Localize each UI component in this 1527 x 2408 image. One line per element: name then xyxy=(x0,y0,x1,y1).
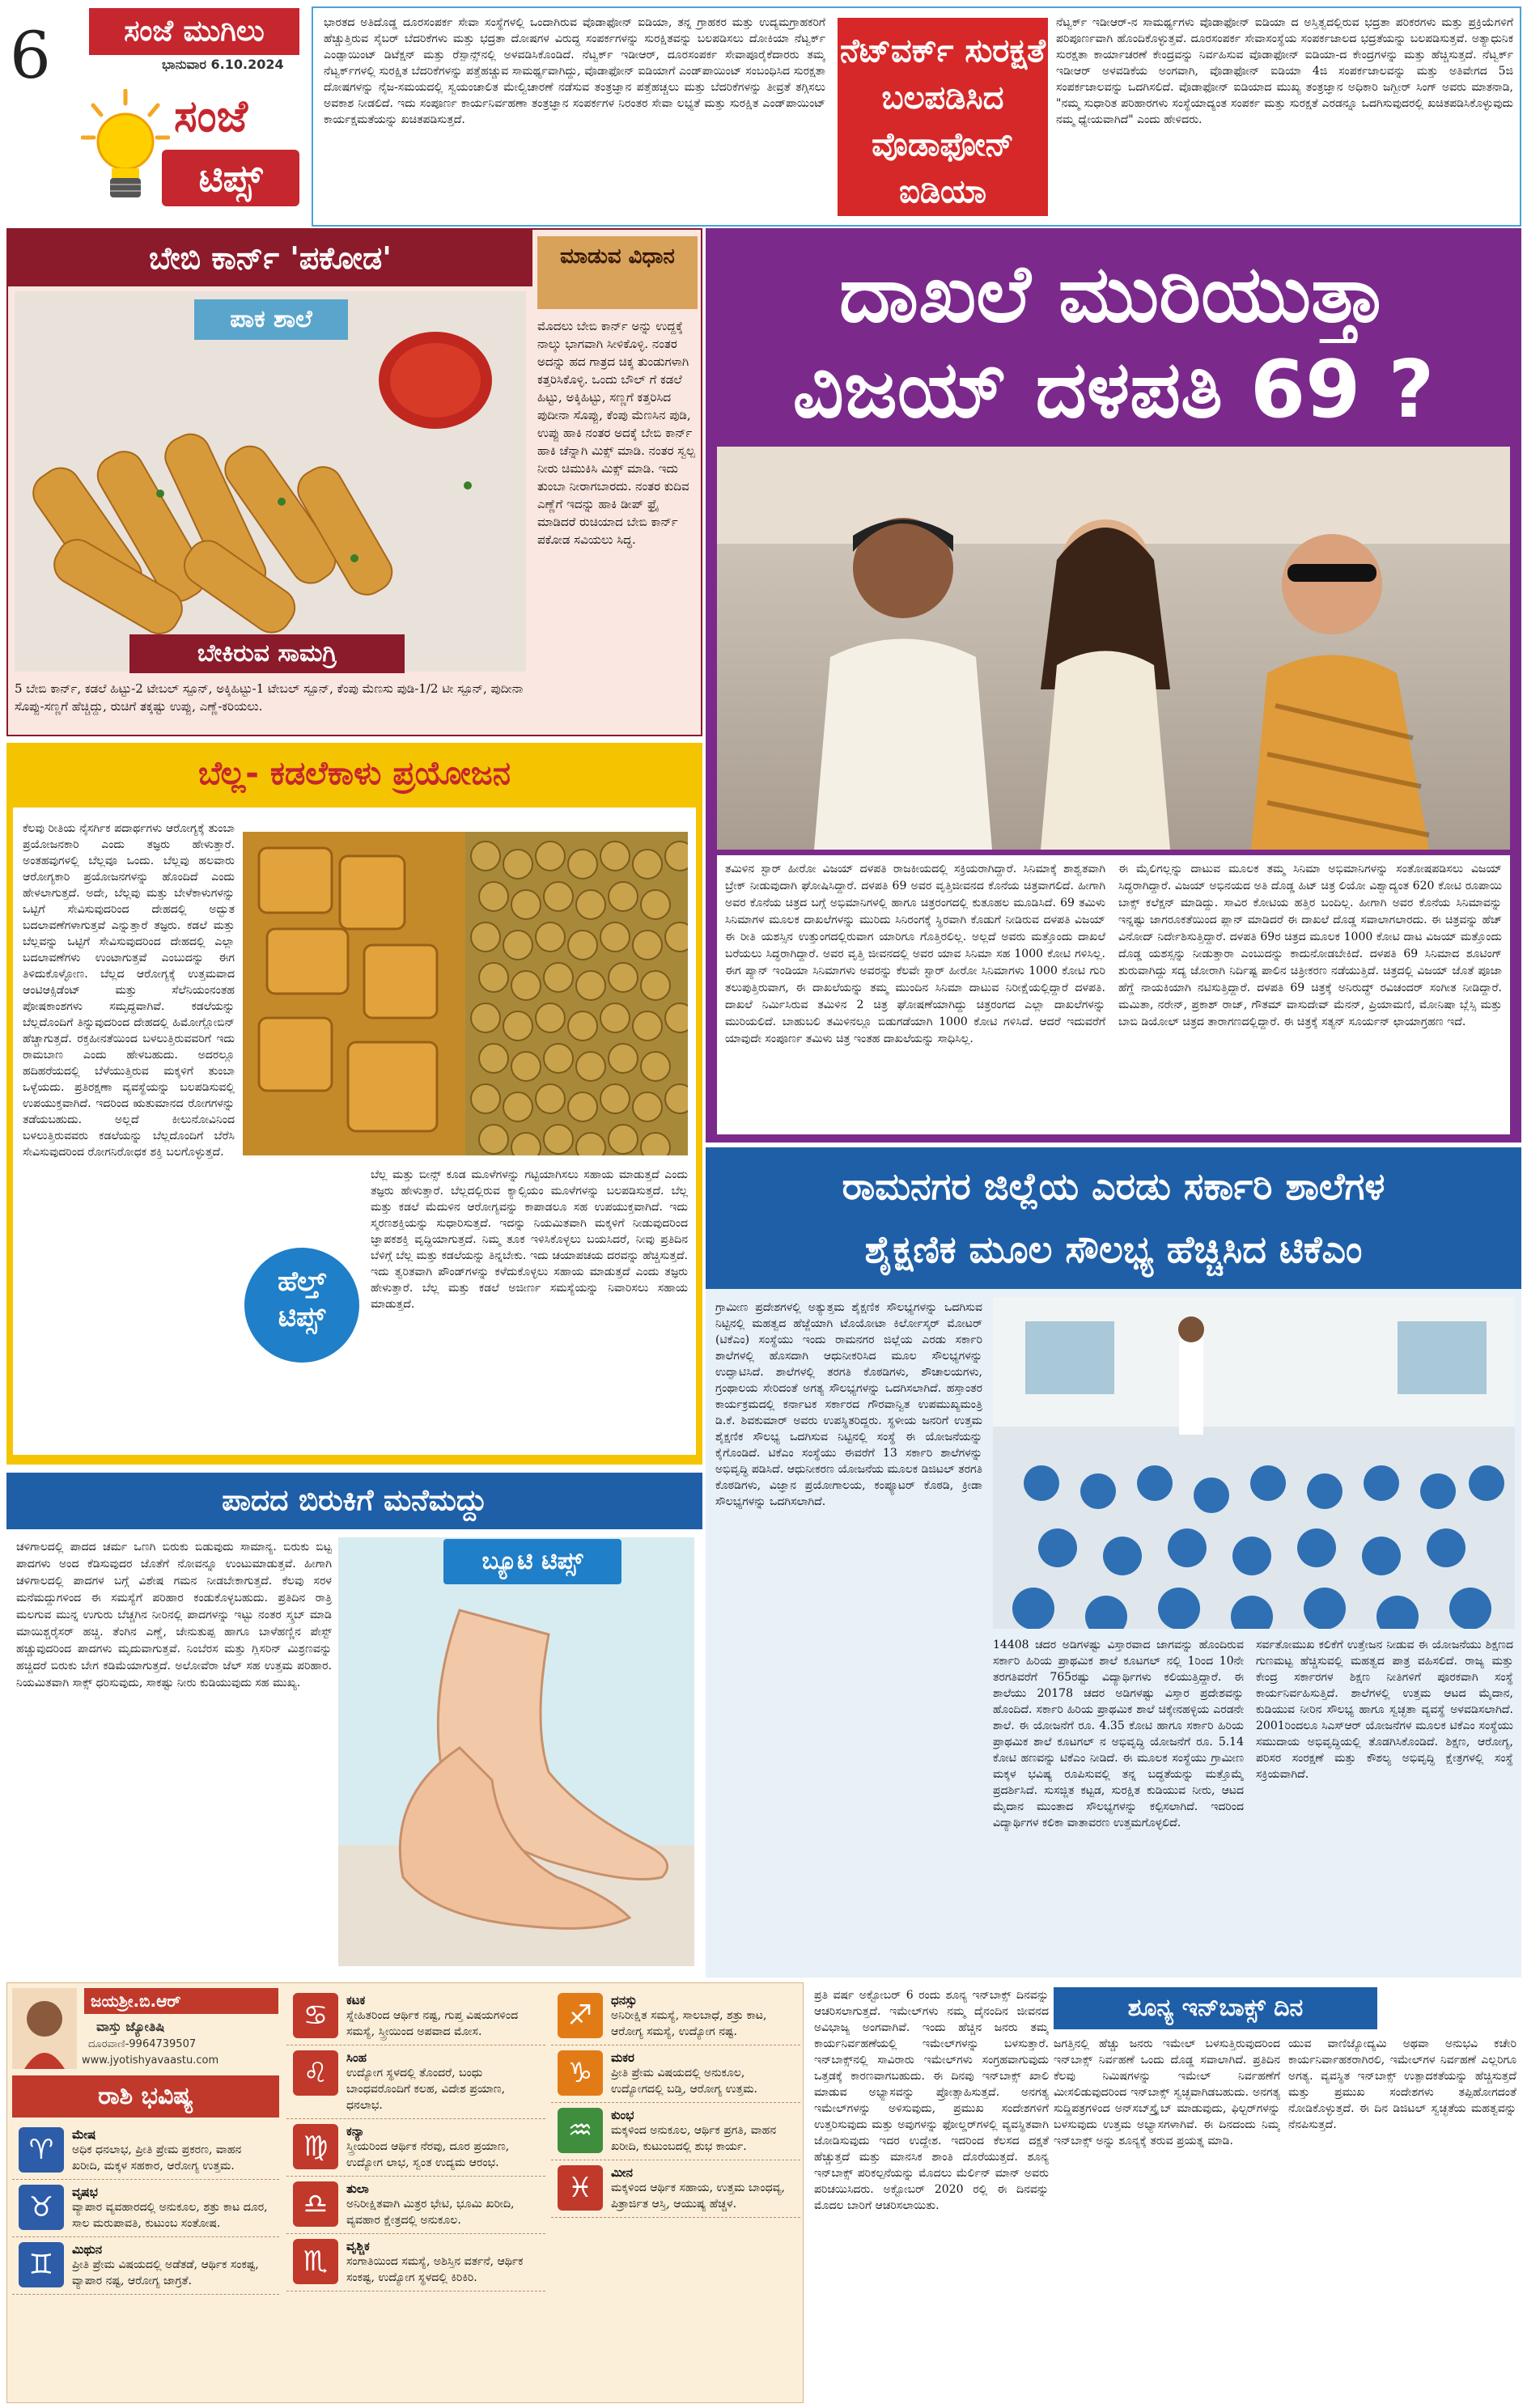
zodiac-column-1 xyxy=(12,2122,279,2402)
pakoda-photo xyxy=(15,291,526,672)
ingredients-label: ಬೇಕಿರುವ ಸಾಮಗ್ರಿ xyxy=(129,634,405,673)
jaggery-text-col1: ಕೆಲವು ರೀತಿಯ ನೈಸರ್ಗಿಕ ಪದಾರ್ಥಗಳು ಆರೋಗ್ಯಕ್ಕೆ ತುಂಬಾ ಪ್ರಯೋಜನಕಾರಿ ಎಂದು ತಜ್ಞರು ಹೇಳುತ್ತಾರೆ. ಅಂತಹವುಗಳಲ್ಲಿ ಬೆಲ್ಲವೂ ಒಂದು. ಬೆಲ್ಲವು ಹಲವಾರು ಆರೋಗ್ಯಕಾರಿ ಪ್ರಯೋಜನಗಳನ್ನು ಹೊಂದಿದೆ ಎಂದು ಹೇಳಲಾಗುತ್ತದೆ. ಅದೇ, ಬೆಲ್ಲವು ಮತ್ತು ಬೇಳೆಕಾಳುಗಳನ್ನು ಒಟ್ಟಿಗೆ ಸೇವಿಸುವುದರಿಂದ ದೇಹದಲ್ಲಿ ಅದ್ಭುತ ಬದಲಾವಣೆಗಳಾಗುತ್ತವೆ ಎನ್ನುತ್ತಾರೆ ತಜ್ಞರು. ಕಡಲೆ ಮತ್ತು ಬೆಲ್ಲವನ್ನು ಒಟ್ಟಿಗೆ ಸೇವಿಸುವುದರಿಂದ ದೇಹದಲ್ಲಿ ಎಲ್ಲಾ ಬದಲಾವಣೆಗಳು ಉಂಟಾಗುತ್ತವೆ ಎಂಬುದನ್ನು ಈಗ ತಿಳಿದುಕೊಳ್ಳೋಣ. ಬೆಲ್ಲದ ಆರೋಗ್ಯಕ್ಕೆ ಉತ್ತಮವಾದ ಆಂಟಿಆಕ್ಸಿಡೆಂಟ್ ಮತ್ತು ಸೆಲೆನಿಯಂನಂತಹ ಪೋಷಕಾಂಶಗಳು ಸಮೃದ್ಧವಾಗಿವೆ. ಕಡಲೆಯನ್ನು ಬೆಲ್ಲದೊಂದಿಗೆ ತಿನ್ನುವುದರಿಂದ ದೇಹದಲ್ಲಿ ಹಿಮೋಗ್ಲೋಬಿನ್ ಹೆಚ್ಚಾಗುತ್ತದೆ. ರಕ್ತಹೀನತೆಯಿಂದ ಬಳಲುತ್ತಿರುವವರಿಗೆ ಇದು ರಾಮಬಾಣ ಎಂದು ಹೇಳಬಹುದು. ಅದರಲ್ಲೂ ಹದಿಹರೆಯದಲ್ಲಿ ಬೆಳೆಯುತ್ತಿರುವ ಮಕ್ಕಳಿಗೆ ತುಂಬಾ ಒಳ್ಳೆಯದು. ಪ್ರತಿರಕ್ಷಣಾ ವ್ಯವಸ್ಥೆಯನ್ನು ಬಲಪಡಿಸುವಲ್ಲಿ ಉಪಯುಕ್ತವಾಗಿದೆ. ಇದರಿಂದ ಋತುಮಾನದ ರೋಗಗಳನ್ನು ತಡೆಯಬಹುದು. ಅಲ್ಲದೆ ಕೀಲುನೋವಿನಿಂದ ಬಳಲುತ್ತಿರುವವರು ಕಡಲೆಯನ್ನು ಬೆಲ್ಲದೊಂದಿಗೆ ಬೆರೆಸಿ ಸೇವಿಸುವುದರಿಂದ ರೋಗನಿರೋಧಕ ಶಕ್ತಿ ಬಲಗೊಳ್ಳುತ್ತದೆ. xyxy=(23,822,235,1159)
zodiac-name: ಸಿಂಹ xyxy=(346,2050,367,2065)
zodiac-prediction: ಪ್ರೀತಿ ಪ್ರೇಮ ವಿಷಯದಲ್ಲಿ ಅನುಕೂಲ, ಉದ್ಯೋಗದಲ್ಲಿ ಬಡ್ತಿ, ಆರೋಗ್ಯ ಉತ್ತಮ. xyxy=(611,2067,757,2096)
school-section xyxy=(706,1147,1521,1978)
health-tips-badge-top: ಹೆಲ್ತ್ xyxy=(278,1265,326,1298)
zodiac-body xyxy=(611,2050,794,2097)
zodiac-name: ಕುಂಭ xyxy=(611,2108,634,2122)
lion-icon: ♌ xyxy=(293,2050,338,2096)
lightbulb-icon xyxy=(81,89,170,210)
method-text: ಮೊದಲು ಬೇಬಿ ಕಾರ್ನ್ ಅನ್ನು ಉದ್ದಕ್ಕೆ ನಾಲ್ಕು ಭಾಗವಾಗಿ ಸೀಳಿಕೊಳ್ಳಿ. ನಂತರ ಅದನ್ನು ಹದ ಗಾತ್ರದ ಚಿಕ್ಕ ತುಂಡುಗಳಾಗಿ ಕತ್ತರಿಸಿಕೊಳ್ಳಿ. ಒಂದು ಬೌಲ್ ಗೆ ಕಡಲೆ ಹಿಟ್ಟು, ಅಕ್ಕಿಹಿಟ್ಟು, ಸಣ್ಣಗೆ ಕತ್ತರಿಸಿದ ಪುದೀನಾ ಸೊಪ್ಪು, ಕೆಂಪು ಮೆಣಸಿನ ಪುಡಿ, ಉಪ್ಪು ಹಾಕಿ ನಂತರ ಅದಕ್ಕೆ ಬೇಬಿ ಕಾರ್ನ್ ಹಾಕಿ ಚೆನ್ನಾಗಿ ಮಿಕ್ಸ್ ಮಾಡಿ. ನಂತರ ಸ್ವಲ್ಪ ನೀರು ಚಿಮುಕಿಸಿ ಮಿಕ್ಸ್ ಮಾಡಿ. ಇದು ತುಂಬಾ ನೀರಾಗಬಾರದು. ನಂತರ ಕುದಿವ ಎಣ್ಣೆಗೆ ಇದನ್ನು ಹಾಕಿ ಡೀಪ್ ಫ್ರೈ ಮಾಡಿದರೆ ರುಚಿಯಾದ ಬೇಬಿ ಕಾರ್ನ್ ಪಕೋಡ ಸವಿಯಲು ಸಿದ್ಧ. xyxy=(537,319,695,547)
cinema-section xyxy=(706,228,1521,1143)
inbox-title: ಶೂನ್ಯ ಇನ್‌ಬಾಕ್ಸ್ ದಿನ xyxy=(1054,1987,1377,2029)
top-story-title: ನೆಟ್‌ವರ್ಕ್ ಸುರಕ್ಷತೆ ಬಲಪಡಿಸಿದ ವೊಡಾಫೋನ್ ಐಡಿಯಾ xyxy=(838,18,1048,216)
bull-icon: ♉ xyxy=(19,2185,64,2230)
masthead: ಸಂಜೆ ಮುಗಿಲು xyxy=(89,8,299,55)
zodiac-name: ಧನಸ್ಸು xyxy=(611,1993,638,2007)
zodiac-body xyxy=(611,2165,794,2212)
beauty-tips-badge: ಬ್ಯೂಟಿ ಟಿಪ್ಸ್ xyxy=(443,1539,621,1584)
jaggery-section xyxy=(6,743,702,1465)
scorpion-icon: ♏ xyxy=(293,2239,338,2284)
health-tips-badge xyxy=(241,1244,363,1366)
fish-icon: ♓ xyxy=(558,2165,603,2211)
zodiac-card xyxy=(551,2046,800,2103)
school-text-col2: 14408 ಚದರ ಅಡಿಗಳಷ್ಟು ವಿಸ್ತಾರವಾದ ಜಾಗವನ್ನು ಹೊಂದಿರುವ ಸರ್ಕಾರಿ ಹಿರಿಯ ಪ್ರಾಥಮಿಕ ಶಾಲೆ ಕೂಟಗಲ್ ನಲ್ಲಿ 1ರಿಂದ 10ನೇ ತರಗತಿವರೆಗೆ 765ರಷ್ಟು ವಿದ್ಯಾರ್ಥಿಗಳು ಕಲಿಯುತ್ತಿದ್ದಾರೆ. ಈ ಶಾಲೆಯು 20178 ಚದರ ಅಡಿಗಳಷ್ಟು ವಿಸ್ತಾರ ಪ್ರದೇಶವನ್ನು ಹೊಂದಿದೆ. ಸರ್ಕಾರಿ ಹಿರಿಯ ಪ್ರಾಥಮಿಕ ಶಾಲೆ ಚಿಕ್ಕೇನಹಳ್ಳಿಯ ಎರಡನೇ ಶಾಲೆ. ಈ ಯೋಜನೆಗೆ ರೂ. 4.35 ಕೋಟಿ ಹಾಗೂ ಸರ್ಕಾರಿ ಹಿರಿಯ ಪ್ರಾಥಮಿಕ ಶಾಲೆ ಕೂಟಗಲ್ ನ ಅಭಿವೃದ್ಧಿ ಯೋಜನೆಗೆ ರೂ. 5.14 ಕೋಟಿ ಹಣವನ್ನು ಟಿಕೆಎಂ ನೀಡಿದೆ. ಈ ಮೂಲಕ ಸಂಸ್ಥೆಯು ಗ್ರಾಮೀಣ ಮಕ್ಕಳ ಭವಿಷ್ಯ ರೂಪಿಸುವಲ್ಲಿ ತನ್ನ ಬದ್ಧತೆಯನ್ನು ಮತ್ತೊಮ್ಮೆ ಪ್ರದರ್ಶಿಸಿದೆ. ಸುಸಜ್ಜಿತ ಕಟ್ಟಡ, ಸುರಕ್ಷಿತ ಕುಡಿಯುವ ನೀರು, ಆಟದ ಮೈದಾನ ಮುಂತಾದ ಸೌಲಭ್ಯಗಳನ್ನು ಕಲ್ಪಿಸಲಾಗಿದೆ. ಇದರಿಂದ ವಿದ್ಯಾರ್ಥಿಗಳ ಕಲಿಕಾ ವಾತಾವರಣ ಉತ್ತಮಗೊಳ್ಳಲಿದೆ. xyxy=(993,1639,1244,1829)
section-title-bottom: ಟಿಪ್ಸ್ xyxy=(162,150,299,206)
zodiac-body xyxy=(346,1993,539,2040)
astrology-section-title: ರಾಶಿ ಭವಿಷ್ಯ xyxy=(12,2075,279,2118)
zodiac-card xyxy=(286,2046,545,2119)
cinema-text-col2: ಈ ಮೈಲಿಗಲ್ಲನ್ನು ದಾಟುವ ಮೂಲಕ ತಮ್ಮ ಸಿನಿಮಾ ಅಭಿಮಾನಿಗಳನ್ನು ಸಂತೋಷಪಡಿಸಲು ವಿಜಯ್ ಸಿದ್ಧರಾಗಿದ್ದಾರೆ. ವಿಜಯ್ ಅಭಿನಯದ ಅತಿ ದೊಡ್ಡ ಹಿಟ್ ಚಿತ್ರ ಲಿಯೋ ವಿಶ್ವಾದ್ಯಂತ 620 ಕೋಟಿ ರೂಪಾಯಿ ಬಾಕ್ಸ್ ಕಲೆಕ್ಷನ್ ಮಾಡಿದ್ದು. ಸಾವಿರ ಕೋಟಿಯ ಹತ್ತಿರ ಬಂದಿಲ್ಲ. ಹೀಗಾಗಿ ಅವರ ಕೊನೆಯ ಸಿನಿಮಾವನ್ನು ಇನ್ನಷ್ಟು ಜಾಗರೂಕತೆಯಿಂದ ಪ್ಲಾನ್ ಮಾಡಿದರೆ ಈ ದಾಖಲೆ ದೊಡ್ಡ ಸವಾಲಾಗಲಾರದು. ಈ ಚಿತ್ರವನ್ನು ಹೆಚ್ ವಿನೋದ್ ನಿರ್ದೇಶಿಸುತ್ತಿದ್ದಾರೆ. ದಳಪತಿ 69ರ ಚಿತ್ರದ ಮೂಲಕ 1000 ಕೋಟಿ ದಾಟ ವಿಜಯ್ ಮತ್ತೊಂದು ದೊಡ್ಡ ಯಶಸ್ಸನ್ನು ನೀಡುತ್ತಾರಾ ಎಂಬುದನ್ನು ಕಾದುನೋಡಬೇಕಿದೆ. ದಳಪತಿ 69 ಸಿನಿಮಾದ ಶೂಟಿಂಗ್ ಶುರುವಾಗಿದ್ದು ಸದ್ಯ ಜೋರಾಗಿ ನಿರ್ದಿಷ್ಟ ಪಾಲಿನ ಚಿತ್ರೀಕರಣ ನಡೆಯುತ್ತಿದೆ. ಚಿತ್ರದಲ್ಲಿ ವಿಜಯ್ ಜೊತೆ ಪೂಜಾ ಹೆಗ್ಡೆ ನಾಯಕಿಯಾಗಿ ನಟಿಸುತ್ತಿದ್ದಾರೆ. ದಳಪತಿ 69 ಚಿತ್ರಕ್ಕೆ ಅನಿರುದ್ಧ್ ರವಿಚಂದರ್ ಸಂಗೀತ ನೀಡಿದ್ದಾರೆ. ಮಮಿತಾ, ನರೇನ್, ಪ್ರಕಾಶ್ ರಾಜ್, ಗೌತಮ್ ವಾಸುದೇವ್ ಮೆನನ್, ಪ್ರಿಯಾಮಣಿ, ಮೋನಿಷಾ ಬ್ಲೆಸ್ಸಿ ಮತ್ತು ಬಾಬಿ ಡಿಯೋಲ್ ಚಿತ್ರದ ತಾರಾಗಣದಲ್ಲಿದ್ದಾರೆ. ಈ ಚಿತ್ರಕ್ಕೆ ಸತ್ಯನ್ ಸೂರ್ಯನ್ ಛಾಯಾಗ್ರಹಣ ಇದೆ. xyxy=(1118,863,1502,1028)
archer-icon: ♐ xyxy=(558,1993,603,2038)
zodiac-name: ಮಕರ xyxy=(611,2050,634,2065)
zodiac-column-3 xyxy=(551,1988,800,2401)
zodiac-prediction: ಮಕ್ಕಳಿಂದ ಅನುಕೂಲ, ಆರ್ಥಿಕ ಪ್ರಗತಿ, ವಾಹನ ಖರೀದಿ, ಕುಟುಂಬದಲ್ಲಿ ಶುಭ ಕಾರ್ಯ. xyxy=(611,2124,777,2153)
zodiac-card xyxy=(286,2119,545,2177)
zodiac-prediction: ವ್ಯಾಪಾರ ವ್ಯವಹಾರದಲ್ಲಿ ಅನುಕೂಲ, ಶತ್ರು ಕಾಟ ದೂರ, ಸಾಲ ಮರುಪಾವತಿ, ಕುಟುಂಬ ಸಂತೋಷ. xyxy=(72,2201,268,2230)
zodiac-body xyxy=(611,2108,794,2155)
zodiac-card xyxy=(551,1988,800,2046)
zodiac-body xyxy=(72,2185,273,2232)
zodiac-name: ತುಲಾ xyxy=(346,2181,369,2196)
zodiac-card xyxy=(12,2180,279,2237)
cinema-headline-line1: ದಾಖಲೆ ಮುರಿಯುತ್ತಾ xyxy=(839,248,1388,341)
foot-photo xyxy=(338,1537,694,1966)
zodiac-name: ವೃಷಭ xyxy=(72,2185,98,2199)
zodiac-name: ಕಟಕ xyxy=(346,1993,366,2007)
zodiac-name: ವೃಶ್ಚಿಕ xyxy=(346,2239,370,2253)
inbox-section xyxy=(809,1982,1521,2403)
inbox-text-col1: ಪ್ರತಿ ವರ್ಷ ಅಕ್ಟೋಬರ್ 6 ರಂದು ಶೂನ್ಯ ಇನ್‌ಬಾಕ್ಸ್ ದಿನವನ್ನು ಆಚರಿಸಲಾಗುತ್ತದೆ. ಇಮೇಲ್‌ಗಳು ನಮ್ಮ ದೈನಂದಿನ ಜೀವನದ ಅವಿಭಾಜ್ಯ ಅಂಗವಾಗಿವೆ. ಇಂದು ಹೆಚ್ಚಿನ ಜನರು ತಮ್ಮ ಕಾರ್ಯನಿರ್ವಹಣೆಯಲ್ಲಿ ಇಮೇಲ್‌ಗಳನ್ನು ಬಳಸುತ್ತಾರೆ. ಇನ್‌ಬಾಕ್ಸ್‌ನಲ್ಲಿ ಸಾವಿರಾರು ಇಮೇಲ್‌ಗಳು ಸಂಗ್ರಹವಾಗುವುದು ಒತ್ತಡಕ್ಕೆ ಕಾರಣವಾಗಬಹುದು. ಈ ದಿನವು ಇನ್‌ಬಾಕ್ಸ್ ಖಾಲಿ ಮಾಡುವ ಅಭ್ಯಾಸವನ್ನು ಪ್ರೋತ್ಸಾಹಿಸುತ್ತದೆ. ಅನಗತ್ಯ ಇಮೇಲ್‌ಗಳನ್ನು ಅಳಿಸುವುದು, ಪ್ರಮುಖ ಸಂದೇಶಗಳಿಗೆ ಉತ್ತರಿಸುವುದು ಮತ್ತು ಅವುಗಳನ್ನು ಫೋಲ್ಡರ್‌ಗಳಲ್ಲಿ ವ್ಯವಸ್ಥಿತವಾಗಿ ಜೋಡಿಸುವುದು ಇದರ ಉದ್ದೇಶ. ಇದರಿಂದ ಕೆಲಸದ ದಕ್ಷತೆ ಹೆಚ್ಚುತ್ತದೆ ಮತ್ತು ಮಾನಸಿಕ ಶಾಂತಿ ದೊರೆಯುತ್ತದೆ. ಶೂನ್ಯ ಇನ್‌ಬಾಕ್ಸ್ ಪರಿಕಲ್ಪನೆಯನ್ನು ಮೊದಲು ಮೆರ್ಲಿನ್ ಮಾನ್ ಅವರು ಪರಿಚಯಿಸಿದರು. ಅಕ್ಟೋಬರ್ 2020 ರಲ್ಲಿ ಈ ದಿನವನ್ನು ಮೊದಲ ಬಾರಿಗೆ ಆಚರಿಸಲಾಯಿತು. xyxy=(814,1989,1049,2212)
jaggery-title: ಬೆಲ್ಲ- ಕಡಲೆಕಾಳು ಪ್ರಯೋಜನ xyxy=(197,755,511,792)
zodiac-name: ಮೀನ xyxy=(611,2165,634,2180)
zodiac-prediction: ಮಕ್ಕಳಿಂದ ಆರ್ಥಿಕ ಸಹಾಯ, ಉತ್ತಮ ಬಾಂಧವ್ಯ, ಪಿತ್ರಾರ್ಜಿತ ಆಸ್ತಿ, ಆಯುಷ್ಯ ಹೆಚ್ಚಳ. xyxy=(611,2181,785,2211)
zodiac-prediction: ಅನಿರೀಕ್ಷಿತವಾಗಿ ಮಿತ್ರರ ಭೇಟಿ, ಭೂಮಿ ಖರೀದಿ, ವ್ಯವಹಾರ ಕ್ಷೇತ್ರದಲ್ಲಿ ಅನುಕೂಲ. xyxy=(346,2198,515,2227)
recipe-section xyxy=(6,228,702,736)
jaggery-chickpea-photo xyxy=(243,832,688,1155)
school-text-col1: ಗ್ರಾಮೀಣ ಪ್ರದೇಶಗಳಲ್ಲಿ ಅತ್ಯುತ್ತಮ ಶೈಕ್ಷಣಿಕ ಸೌಲಭ್ಯಗಳನ್ನು ಒದಗಿಸುವ ನಿಟ್ಟಿನಲ್ಲಿ ಮಹತ್ವದ ಹೆಜ್ಜೆಯಾಗಿ ಟೊಯೋಟಾ ಕಿರ್ಲೋಸ್ಕರ್ ಮೋಟರ್ (ಟಿಕೆಎಂ) ಸಂಸ್ಥೆಯು ಇಂದು ರಾಮನಗರ ಜಿಲ್ಲೆಯ ಎರಡು ಸರ್ಕಾರಿ ಶಾಲೆಗಳಲ್ಲಿ ಹೊಸದಾಗಿ ಆಧುನೀಕರಿಸಿದ ಮೂಲ ಸೌಲಭ್ಯಗಳನ್ನು ಉದ್ಘಾಟಿಸಿದೆ. ಶಾಲೆಗಳಲ್ಲಿ ತರಗತಿ ಕೊಠಡಿಗಳು, ಶೌಚಾಲಯಗಳು, ಗ್ರಂಥಾಲಯ ಸೇರಿದಂತೆ ಅಗತ್ಯ ಸೌಲಭ್ಯಗಳನ್ನು ಒದಗಿಸಲಾಗಿದೆ. ಹಸ್ತಾಂತರ ಕಾರ್ಯಕ್ರಮದಲ್ಲಿ ಕರ್ನಾಟಕ ಸರ್ಕಾರದ ಗೌರವಾನ್ವಿತ ಉಪಮುಖ್ಯಮಂತ್ರಿ ಡಿ.ಕೆ. ಶಿವಕುಮಾರ್ ಅವರು ಉಪಸ್ಥಿತರಿದ್ದರು. ಸ್ಥಳೀಯ ಜನರಿಗೆ ಉತ್ತಮ ಶೈಕ್ಷಣಿಕ ಸೌಲಭ್ಯ ಒದಗಿಸುವ ನಿಟ್ಟಿನಲ್ಲಿ ಸಂಸ್ಥೆ ಈ ಯೋಜನೆಯನ್ನು ಕೈಗೊಂಡಿದೆ. ಟಿಕೆಎಂ ಸಂಸ್ಥೆಯು ಈವರೆಗೆ 13 ಸರ್ಕಾರಿ ಶಾಲೆಗಳನ್ನು ಅಭಿವೃದ್ಧಿ ಪಡಿಸಿದೆ. ಆಧುನೀಕರಣ ಯೋಜನೆಯ ಮೂಲಕ ಡಿಜಿಟಲ್ ತರಗತಿ ಕೊಠಡಿಗಳು, ವಿಜ್ಞಾನ ಪ್ರಯೋಗಾಲಯ, ಕಂಪ್ಯೂಟರ್ ಕೊಠಡಿ, ಕ್ರೀಡಾ ಸೌಲಭ್ಯಗಳನ್ನು ಒದಗಿಸಲಾಗಿದೆ. xyxy=(715,1301,982,1508)
inbox-text-col2: ಜಗತ್ತಿನಲ್ಲಿ ಹೆಚ್ಚು ಜನರು ಇಮೇಲ್ ಬಳಸುತ್ತಿರುವುದರಿಂದ ಇನ್‌ಬಾಕ್ಸ್ ನಿರ್ವಹಣೆ ಒಂದು ದೊಡ್ಡ ಸವಾಲಾಗಿದೆ. ಪ್ರತಿದಿನ ಕೆಲವು ನಿಮಿಷಗಳನ್ನು ಇಮೇಲ್ ನಿರ್ವಹಣೆಗೆ ಮೀಸಲಿಡುವುದರಿಂದ ಇನ್‌ಬಾಕ್ಸ್ ಸ್ವಚ್ಛವಾಗಿಡಬಹುದು. ಅನಗತ್ಯ ಸುದ್ದಿಪತ್ರಗಳಿಂದ ಅನ್‌ಸಬ್‌ಸ್ಕ್ರೈಬ್ ಮಾಡುವುದು, ಫಿಲ್ಟರ್‌ಗಳನ್ನು ಬಳಸುವುದು ಉತ್ತಮ ಅಭ್ಯಾಸಗಳಾಗಿವೆ. ಈ ದಿನದಂದು ನಿಮ್ಮ ಇನ್‌ಬಾಕ್ಸ್ ಅನ್ನು ಶೂನ್ಯಕ್ಕೆ ತರುವ ಪ್ರಯತ್ನ ಮಾಡಿ. xyxy=(1054,2037,1280,2147)
foot-text: ಚಳಿಗಾಲದಲ್ಲಿ ಪಾದದ ಚರ್ಮ ಒಣಗಿ ಬಿರುಕು ಬಿಡುವುದು ಸಾಮಾನ್ಯ. ಬಿರುಕು ಬಿಟ್ಟ ಪಾದಗಳು ಅಂದ ಕೆಡಿಸುವುದರ ಜೊತೆಗೆ ನೋವನ್ನೂ ಉಂಟುಮಾಡುತ್ತವೆ. ಹೀಗಾಗಿ ಚಳಿಗಾಲದಲ್ಲಿ ಪಾದಗಳ ಬಗ್ಗೆ ವಿಶೇಷ ಗಮನ ನೀಡಬೇಕಾಗುತ್ತದೆ. ಕೆಲವು ಸರಳ ಮನೆಮದ್ದುಗಳಿಂದ ಈ ಸಮಸ್ಯೆಗೆ ಪರಿಹಾರ ಕಂಡುಕೊಳ್ಳಬಹುದು. ಪ್ರತಿದಿನ ರಾತ್ರಿ ಮಲಗುವ ಮುನ್ನ ಉಗುರು ಬೆಚ್ಚಗಿನ ನೀರಿನಲ್ಲಿ ಪಾದಗಳನ್ನು ಇಟ್ಟು ನಂತರ ಸ್ಕ್ರಬ್ ಮಾಡಿ ಮಾಯಿಶ್ಚರೈಸರ್ ಹಚ್ಚಿ. ತೆಂಗಿನ ಎಣ್ಣೆ, ಜೇನುತುಪ್ಪ ಹಾಗೂ ಬಾಳೆಹಣ್ಣಿನ ಪೇಸ್ಟ್ ಹಚ್ಚುವುದರಿಂದ ಪಾದಗಳು ಮೃದುವಾಗುತ್ತವೆ. ನಿಂಬೆರಸ ಮತ್ತು ಗ್ಲಿಸರಿನ್ ಮಿಶ್ರಣವನ್ನು ಹಚ್ಚಿದರೆ ಬಿರುಕು ಬೇಗ ಕಡಿಮೆಯಾಗುತ್ತದೆ. ಅಲೋವೆರಾ ಜೆಲ್ ಸಹ ಉತ್ತಮ ಪರಿಹಾರ. ನಿಯಮಿತವಾಗಿ ಸಾಕ್ಸ್ ಧರಿಸುವುದು, ಸಾಕಷ್ಟು ನೀರು ಕುಡಿಯುವುದು ಸಹ ಮುಖ್ಯ. xyxy=(16,1541,332,1689)
top-story-right-text: ನೆಟ್ವರ್ಕ್ ಇಡೀಆರ್-ನ ಸಾಮರ್ಥ್ಯಗಳು ವೊಡಾಫೋನ್ ಐಡಿಯಾ ದ ಅಸ್ತಿತ್ವದಲ್ಲಿರುವ ಭದ್ರತಾ ಪರಿಕರಗಳು ಮತ್ತು ಪ್ರಕ್ರಿಯೆಗಳಿಗೆ ಪರಿಪೂರ್ಣವಾಗಿ ಹೊಂದಿಕೊಳ್ಳುತ್ತವೆ. ದೂರಸಂಪರ್ಕ ಸೇವಾಸಂಸ್ಥೆಯ ಸಂಪರ್ಕಜಾಲದ ಭದ್ರತೆಯನ್ನು ಬಲಪಡಿಸುತ್ತವೆ. ಅತ್ಯಾಧುನಿಕ ಸುರಕ್ಷತಾ ಕಾರ್ಯಾಚರಣೆ ಕೇಂದ್ರವನ್ನು ನಿರ್ವಹಿಸುವ ವೊಡಾಫೋನ್ ಐಡಿಯಾ-ದ ಕೇಂದ್ರಗಳನ್ನು ಮತ್ತು ಹೆಚ್ಚಿಸುತ್ತದೆ. ನೆಟ್ವರ್ಕ್ ಇಡೀಆರ್ ಅಳವಡಿಕೆಯ ಅಂಗವಾಗಿ, ವೊಡಾಫೋನ್ ಐಡಿಯಾ 4ಜಿ ಸಂಪರ್ಕಜಾಲವನ್ನು ಮತ್ತು ಅತಿವೇಗದ 5ಜಿ ಸಂಪರ್ಕಜಾಲವನ್ನು ಒದಗಿಸಲಿದೆ. ವೊಡಾಫೋನ್ ಐಡಿಯಾದ ಮುಖ್ಯ ತಂತ್ರಜ್ಞಾನ ಅಧಿಕಾರಿ ಜಗ್ಬೀರ್ ಸಿಂಗ್ ಅವರು ಮಾತನಾಡಿ, "ನಮ್ಮ ಸುಧಾರಿತ ಪರಿಹಾರಗಳು ಸಂಸ್ಥೆಯಾದ್ಯಂತ ಸಂಪರ್ಕ ಮತ್ತು ಸುರಕ್ಷತೆ ಎರಡನ್ನೂ ಒದಗಿಸುವುದರಲ್ಲಿ ಖಚಿತಪಡಿಸಿಕೊಳ್ಳುವುದು ನಮ್ಮ ಧ್ಯೇಯವಾಗಿದೆ" ಎಂದು ಹೇಳಿದರು. xyxy=(1056,16,1513,126)
zodiac-body xyxy=(611,1993,794,2040)
zodiac-name: ಮೇಷ xyxy=(72,2127,96,2142)
zodiac-column-2 xyxy=(286,1988,545,2401)
jaggery-text-col2: ಬೆಲ್ಲ ಮತ್ತು ಬೀನ್ಸ್ ಕೂಡ ಮೂಳೆಗಳನ್ನು ಗಟ್ಟಿಯಾಗಿಸಲು ಸಹಾಯ ಮಾಡುತ್ತದೆ ಎಂದು ತಜ್ಞರು ಹೇಳುತ್ತಾರೆ. ಬೆಲ್ಲದಲ್ಲಿರುವ ಕ್ಯಾಲ್ಸಿಯಂ ಮೂಳೆಗಳನ್ನು ಬಲಪಡಿಸುತ್ತದೆ. ಬೆಲ್ಲ ಮತ್ತು ಕಡಲೆ ಮೆದುಳಿನ ಆರೋಗ್ಯವನ್ನು ಕಾಪಾಡಲೂ ಸಹ ಉಪಯುಕ್ತವಾಗಿದೆ. ಇದು ಸ್ಮರಣಶಕ್ತಿಯನ್ನು ಸುಧಾರಿಸುತ್ತದೆ. ಇದನ್ನು ನಿಯಮಿತವಾಗಿ ಮಕ್ಕಳಿಗೆ ನೀಡುವುದರಿಂದ ಜ್ಞಾಪಕಶಕ್ತಿ ವೃದ್ಧಿಯಾಗುತ್ತದೆ. ನಿಮ್ಮ ತೂಕ ಇಳಿಸಿಕೊಳ್ಳಲು ಬಯಸಿದರೆ, ನೀವು ಪ್ರತಿದಿನ ಬೆಳಿಗ್ಗೆ ಬೆಲ್ಲ ಮತ್ತು ಕಡಲೆಯನ್ನು ತಿನ್ನಬೇಕು. ಇದು ಚಯಾಪಚಯ ದರವನ್ನು ಹೆಚ್ಚಿಸುತ್ತದೆ. ಇದು ತ್ವರಿತವಾಗಿ ಪೌಂಡ್‌ಗಳನ್ನು ಕಳೆದುಕೊಳ್ಳಲು ಸಹಾಯ ಮಾಡುತ್ತದೆ ಎಂದು ತಜ್ಞರು ಹೇಳುತ್ತಾರೆ. ಬೆಲ್ಲ ಮತ್ತು ಕಡಲೆ ಅಜೀರ್ಣ ಸಮಸ್ಯೆಯನ್ನು ನಿವಾರಿಸಲು ಸಹಾಯ ಮಾಡುತ್ತದೆ. xyxy=(371,1168,688,1311)
zodiac-name: ಮಿಥುನ xyxy=(72,2242,103,2257)
astrologer-title: ವಾಸ್ತು ಜ್ಯೋತಿಷಿ xyxy=(96,2019,165,2034)
goat-icon: ♑ xyxy=(558,2050,603,2096)
scales-icon: ♎ xyxy=(293,2181,338,2227)
zodiac-body xyxy=(346,2050,539,2113)
zodiac-card xyxy=(12,2122,279,2180)
zodiac-body xyxy=(72,2127,273,2174)
school-headline-line1: ರಾಮನಗರ ಜಿಲ್ಲೆಯ ಎರಡು ಸರ್ಕಾರಿ ಶಾಲೆಗಳ xyxy=(842,1164,1385,1208)
zodiac-body xyxy=(72,2242,273,2289)
zodiac-prediction: ಪ್ರೀತಿ ಪ್ರೇಮ ವಿಷಯದಲ್ಲಿ ಅಡೆತಡೆ, ಆರ್ಥಿಕ ಸಂಕಷ್ಟ, ವ್ಯಾಪಾರ ನಷ್ಟ, ಆರೋಗ್ಯ ಜಾಗ್ರತೆ. xyxy=(72,2258,259,2287)
astrologer-website: www.jyotishyavaastu.com xyxy=(82,2054,219,2067)
crab-icon: ♋ xyxy=(293,1993,338,2038)
school-headline-line2: ಶೈಕ್ಷಣಿಕ ಮೂಲ ಸೌಲಭ್ಯ ಹೆಚ್ಚಿಸಿದ ಟಿಕೆಎಂ xyxy=(864,1227,1363,1271)
zodiac-card xyxy=(286,2177,545,2234)
foot-section xyxy=(6,1473,702,1974)
section-title-top: ಸಂಜೆ xyxy=(174,91,248,142)
zodiac-body xyxy=(346,2181,539,2228)
zodiac-body xyxy=(346,2124,539,2171)
zodiac-card xyxy=(12,2237,279,2295)
astrology-section xyxy=(6,1982,804,2403)
water-bearer-icon: ♒ xyxy=(558,2108,603,2153)
recipe-photo-label: ಪಾಕ ಶಾಲೆ xyxy=(194,299,348,340)
foot-title: ಪಾದದ ಬಿರುಕಿಗೆ ಮನೆಮದ್ದು xyxy=(6,1473,702,1529)
zodiac-prediction: ಸ್ನೇಹಿತರಿಂದ ಆರ್ಥಿಕ ನಷ್ಟ, ಗುಪ್ತ ವಿಷಯಗಳಿಂದ ಸಮಸ್ಯೆ, ಸ್ತ್ರೀಯಿಂದ ಅಪವಾದ ಮೋಸ. xyxy=(346,2009,519,2038)
page-number: 6 xyxy=(10,18,51,93)
zodiac-card xyxy=(551,2160,800,2218)
school-text-col3: ಸರ್ವತೋಮುಖ ಕಲಿಕೆಗೆ ಉತ್ತೇಜನ ನೀಡುವ ಈ ಯೋಜನೆಯು ಶಿಕ್ಷಣದ ಗುಣಮಟ್ಟ ಹೆಚ್ಚಿಸುವಲ್ಲಿ ಮಹತ್ವದ ಪಾತ್ರ ವಹಿಸಲಿದೆ. ರಾಜ್ಯ ಮತ್ತು ಕೇಂದ್ರ ಸರ್ಕಾರಗಳ ಶಿಕ್ಷಣ ನೀತಿಗಳಿಗೆ ಪೂರಕವಾಗಿ ಸಂಸ್ಥೆ ಕಾರ್ಯನಿರ್ವಹಿಸುತ್ತಿದೆ. ಶಾಲೆಗಳಲ್ಲಿ ಉತ್ತಮ ಆಟದ ಮೈದಾನ, ಕುಡಿಯುವ ನೀರಿನ ಸೌಲಭ್ಯ ಹಾಗೂ ಸ್ವಚ್ಛತಾ ವ್ಯವಸ್ಥೆ ಅಳವಡಿಸಲಾಗಿದೆ. 2001ರಿಂದಲೂ ಸಿಎಸ್ಆರ್ ಯೋಜನೆಗಳ ಮೂಲಕ ಟಿಕೆಎಂ ಸಂಸ್ಥೆಯು ಸಮುದಾಯ ಅಭಿವೃದ್ಧಿಯಲ್ಲಿ ತೊಡಗಿಸಿಕೊಂಡಿದೆ. ಶಿಕ್ಷಣ, ಆರೋಗ್ಯ, ಪರಿಸರ ಸಂರಕ್ಷಣೆ ಮತ್ತು ಕೌಶಲ್ಯ ಅಭಿವೃದ್ಧಿ ಕ್ಷೇತ್ರಗಳಲ್ಲಿ ಸಂಸ್ಥೆ ಸಕ್ರಿಯವಾಗಿದೆ. xyxy=(1256,1639,1513,1781)
inbox-text-col3: ಯುವ ವಾಣಿಜ್ಯೋದ್ಯಮಿ ಅಥವಾ ಅನುಭವಿ ಕಚೇರಿ ಕಾರ್ಯನಿರ್ವಾಹಕರಾಗಿರಲಿ, ಇಮೇಲ್‌ಗಳ ನಿರ್ವಹಣೆ ಎಲ್ಲರಿಗೂ ಅಗತ್ಯ. ವ್ಯವಸ್ಥಿತ ಇನ್‌ಬಾಕ್ಸ್ ಉತ್ಪಾದಕತೆಯನ್ನು ಹೆಚ್ಚಿಸುತ್ತದೆ ಮತ್ತು ಪ್ರಮುಖ ಸಂದೇಶಗಳು ತಪ್ಪಿಹೋಗದಂತೆ ನೋಡಿಕೊಳ್ಳುತ್ತದೆ. ಈ ದಿನ ಡಿಜಿಟಲ್ ಸ್ವಚ್ಛತೆಯ ಮಹತ್ವವನ್ನು ನೆನಪಿಸುತ್ತದೆ. xyxy=(1288,2037,1516,2131)
maiden-icon: ♍ xyxy=(293,2124,338,2169)
cinema-headline-line2: ವಿಜಯ್ ದಳಪತಿ 69 ? xyxy=(792,344,1435,436)
method-label: ಮಾಡುವ ವಿಧಾನ xyxy=(537,236,698,309)
zodiac-prediction: ಅಧಿಕ ಧನಲಾಭ, ಪ್ರೀತಿ ಪ್ರೇಮ ಪ್ರಕರಣ, ವಾಹನ ಖರೀದಿ, ಮಕ್ಕಳ ಸಹಕಾರ, ಆರೋಗ್ಯ ಉತ್ತಮ. xyxy=(72,2143,242,2173)
zodiac-card xyxy=(286,1988,545,2046)
cinema-text-col1: ತಮಿಳಿನ ಸ್ಟಾರ್ ಹೀರೋ ವಿಜಯ್ ದಳಪತಿ ರಾಜಕೀಯದಲ್ಲಿ ಸಕ್ರಿಯರಾಗಿದ್ದಾರೆ. ಸಿನಿಮಾಕ್ಕೆ ಶಾಶ್ವತವಾಗಿ ಬ್ರೇಕ್ ನೀಡುವುದಾಗಿ ಘೋಷಿಸಿದ್ದಾರೆ. ದಳಪತಿ 69 ಅವರ ವೃತ್ತಿಜೀವನದ ಕೊನೆಯ ಚಿತ್ರವಾಗಲಿದೆ. ಹೀಗಾಗಿ ಅವರ ಕೊನೆಯ ಚಿತ್ರದ ಬಗ್ಗೆ ಅಭಿಮಾನಿಗಳಲ್ಲಿ ಹಾಗೂ ಚಿತ್ರರಂಗದಲ್ಲಿ ಕುತೂಹಲ ಮೂಡಿಸಿದೆ. 69 ತಮಿಳು ಸಿನಿಮಾಗಳ ಮೂಲಕ ದಾಖಲೆಗಳನ್ನು ಮುರಿದು ಸಿನಿರಂಗಕ್ಕೆ ಸ್ಥಿರವಾಗಿ ಕೊಡುಗೆ ನೀಡಿರುವ ದಳಪತಿ ವಿಜಯ್ ಈ ರೀತಿ ಯಶಸ್ಸಿನ ಉತ್ತುಂಗದಲ್ಲಿರುವಾಗ ಯಾರಿಗೂ ಗೊತ್ತಿರಲಿಲ್ಲ. ಅಲ್ಲದೆ ಅವರು ಮತ್ತೊಂದು ದಾಖಲೆ ಬರೆಯಲು ಸಿದ್ಧರಾಗಿದ್ದಾರೆ. ಅವರ ವೃತ್ತಿ ಜೀವನದಲ್ಲಿ ಅವರ ಯಾವ ಸಿನಿಮಾ ಸಹ 1000 ಕೋಟಿ ಗಳಿಸಿಲ್ಲ. ಈಗ ಪ್ಯಾನ್ ಇಂಡಿಯಾ ಸಿನಿಮಾಗಳು ಅವರನ್ನು ಕೆಲವೇ ಸ್ಟಾರ್ ಹೀರೋ ಸಿನಿಮಾಗಳು 1000 ಕೋಟಿ ಗುರಿ ತಲುಪುತ್ತಿರುವಾಗ, ಈ ದಾಖಲೆಯನ್ನು ತಮ್ಮ ಮುಂದಿನ ಸಿನಿಮಾ ದಾಟುವ ನಿರೀಕ್ಷೆಯಲ್ಲಿದ್ದಾರೆ ದಳಪತಿ. ದಾಖಲೆ ನಿರ್ಮಿಸಿರುವ ತಮಿಳಿನ 2 ಚಿತ್ರ ಘೋಷಣೆಯಾಗಿದ್ದು ಚಿತ್ರರಂಗದ ಎಲ್ಲಾ ದಾಖಲೆಗಳನ್ನು ಮುರಿಯಲಿದೆ. ಬಾಹುಬಲಿ ತಮಿಳಿನಲ್ಲೂ ಬಿಡುಗಡೆಯಾಗಿ 1000 ಕೋಟಿ ಗಳಿಸಿದೆ. ಆದರೆ ಇದುವರೆಗೆ ಯಾವುದೇ ಸಂಪೂರ್ಣ ತಮಿಳು ಚಿತ್ರ ಇಂತಹ ದಾಖಲೆಯನ್ನು ಸಾಧಿಸಿಲ್ಲ. xyxy=(725,863,1105,1045)
ingredients-text: 5 ಬೇಬಿ ಕಾರ್ನ್, ಕಡಲೆ ಹಿಟ್ಟು-2 ಟೇಬಲ್ ಸ್ಪೂನ್, ಅಕ್ಕಿಹಿಟ್ಟು-1 ಟೇಬಲ್ ಸ್ಪೂನ್, ಕೆಂಪು ಮೆಣಸು ಪುಡಿ-1/2 ಟೀ ಸ್ಪೂನ್, ಪುದೀನಾ ಸೊಪ್ಪು-ಸಣ್ಣಗೆ ಹೆಚ್ಚಿದ್ದು, ರುಚಿಗೆ ತಕ್ಕಷ್ಟು ಉಪ್ಪು, ಎಣ್ಣೆ-ಕರಿಯಲು. xyxy=(15,681,524,714)
zodiac-name: ಕನ್ಯಾ xyxy=(346,2124,365,2139)
cinema-photo xyxy=(717,447,1510,850)
zodiac-prediction: ಉದ್ಯೋಗ ಸ್ಥಳದಲ್ಲಿ ತೊಂದರೆ, ಬಂಧು ಬಾಂಧವರೊಂದಿಗೆ ಕಲಹ, ವಿದೇಶ ಪ್ರಯಾಣ, ಧನಲಾಭ. xyxy=(346,2067,506,2112)
astrologer-name: ಜಯಶ್ರೀ.ಬಿ.ಆರ್ xyxy=(84,1988,278,2014)
top-story-left-text: ಭಾರತದ ಅತಿದೊಡ್ಡ ದೂರಸಂಪರ್ಕ ಸೇವಾ ಸಂಸ್ಥೆಗಳಲ್ಲಿ ಒಂದಾಗಿರುವ ವೊಡಾಫೋನ್ ಐಡಿಯಾ, ತನ್ನ ಗ್ರಾಹಕರ ಮತ್ತು ಉದ್ಯಮಗ್ರಾಹಕರಿಗೆ ಹೆಚ್ಚುತ್ತಿರುವ ಸೈಬರ್ ಬೆದರಿಕೆಗಳು ಮತ್ತು ಭದ್ರತಾ ದೋಷಗಳ ವಿರುದ್ಧ ಸಂಪರ್ಕಗಳನ್ನು ಸುರಕ್ಷಿತವನ್ನು ಬಲಪಡಿಸಲು ದೋಕಿಯಾ ನೆಟ್ವರ್ಕ್ ಎಂಡ್ಪಾಯಿಂಟ್ ಡಿಟೆಕ್ಷನ್ ಮತ್ತು ರೆಸ್ಪಾನ್ಸ್‌ನಲ್ಲಿ ಅಳವಡಿಸಿಕೊಂಡಿದೆ. ನೆಟ್ವರ್ಕ್ ಇಡೀಆರ್, ದೂರಸಂಪರ್ಕ ಸೇವಾಪೂರೈಕೆದಾರರು ತಮ್ಮ ನೆಟ್ವರ್ಕ್‌ಗಳಲ್ಲಿ ಸುರಕ್ಷಿತ ಬೆದರಿಕೆಗಳನ್ನು ಪತ್ತೆಹಚ್ಚುವ ಸಾಮರ್ಥ್ಯವಾಗಿದ್ದು, ವೊಡಾಫೋನ್ ಐಡಿಯಾಗೆ ಎಂಡ್‌ಪಾಯಿಂಟ್ ಸಂಬಂಧಿಸಿದ ಸುರಕ್ಷತಾ ದೋಷಗಳನ್ನು ನೈಜ-ಸಮಯದಲ್ಲಿ ಸ್ವಯಂಚಾಲಿತ ಮೇಲ್ವಿಚಾರಣೆ ನಡೆಸುವ ತಂತ್ರಜ್ಞಾನ ಪತ್ತೆಹಚ್ಚಲು ಮತ್ತು ಬೆದರಿಕೆಗಳನ್ನು ತೀವ್ರತೆ ತಗ್ಗಿಸಲು ಅವಕಾಶ ನೀಡಲಿದೆ. ಇದು ಸಂಪೂರ್ಣ ಕಾರ್ಯನಿರ್ವಹಣಾ ತಂತ್ರಜ್ಞಾನ ಸಂಪರ್ಕಗಳ ನಿರಂತರ ಸೇವಾ ಲಭ್ಯತೆ ಮತ್ತು ಸುರಕ್ಷಿತ ಎಂಡ್‌ಪಾಯಿಂಟ್ ಕಾರ್ಯಕ್ಷಮತೆಯನ್ನು ಖಚಿತಪಡಿಸುತ್ತದೆ. xyxy=(324,16,825,126)
ram-icon: ♈ xyxy=(19,2127,64,2173)
zodiac-prediction: ಅನಿರೀಕ್ಷಿತ ಸಮಸ್ಯೆ, ಸಾಲಬಾಧೆ, ಶತ್ರು ಕಾಟ, ಆರೋಗ್ಯ ಸಮಸ್ಯೆ, ಉದ್ಯೋಗ ನಷ್ಟ. xyxy=(611,2009,767,2038)
zodiac-prediction: ಸ್ತ್ರೀಯರಿಂದ ಆರ್ಥಿಕ ನೆರವು, ದೂರ ಪ್ರಯಾಣ, ಉದ್ಯೋಗ ಲಾಭ, ಸ್ವಂತ ಉದ್ಯಮ ಆರಂಭ. xyxy=(346,2140,510,2169)
zodiac-card xyxy=(286,2234,545,2291)
health-tips-badge-bottom: ಟಿಪ್ಸ್ xyxy=(278,1301,326,1333)
twins-icon: ♊ xyxy=(19,2242,64,2287)
zodiac-body xyxy=(346,2239,539,2286)
page-header xyxy=(0,0,1527,231)
zodiac-card xyxy=(551,2103,800,2160)
zodiac-prediction: ಸಂಗಾತಿಯಿಂದ ಸಮಸ್ಯೆ, ಅಶಿಸ್ತಿನ ವರ್ತನೆ, ಆರ್ಥಿಕ ಸಂಕಷ್ಟ, ಉದ್ಯೋಗ ಸ್ಥಳದಲ್ಲಿ ಕಿರಿಕಿರಿ. xyxy=(346,2255,524,2284)
school-classroom-photo xyxy=(993,1297,1515,1629)
astrologer-phone: ದೂರವಾಣಿ-9964739507 xyxy=(88,2038,197,2050)
astrologer-avatar xyxy=(12,1988,77,2069)
recipe-title: ಬೇಬಿ ಕಾರ್ನ್ 'ಪಕೋಡ' xyxy=(8,230,532,286)
issue-date: ಭಾನುವಾರ 6.10.2024 xyxy=(162,57,284,72)
